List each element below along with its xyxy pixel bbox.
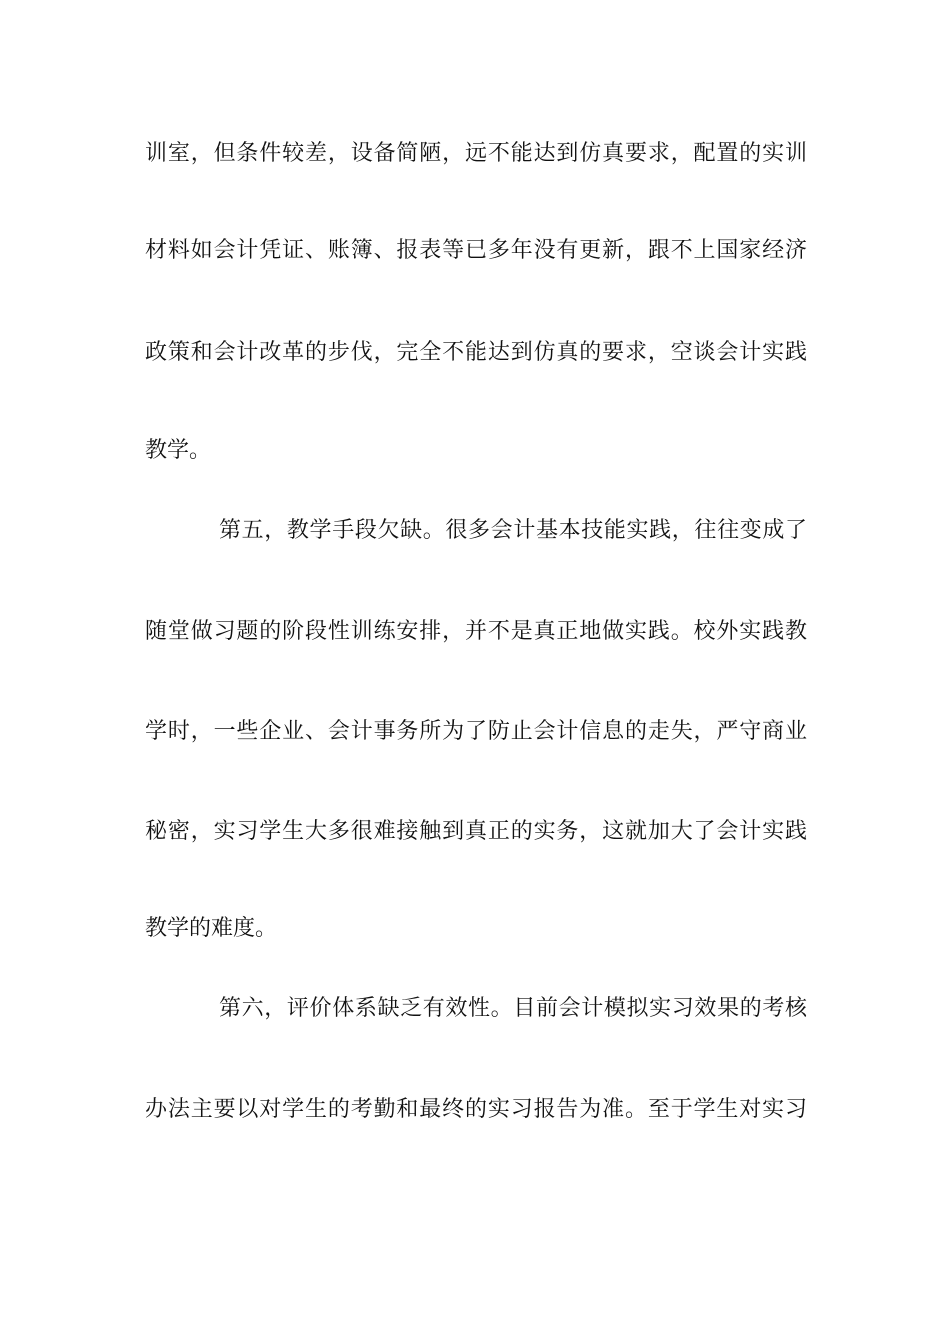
paragraph-line: 训室，但条件较差，设备简陋，远不能达到仿真要求，配置的实训 — [145, 141, 807, 166]
paragraph-line: 随堂做习题的阶段性训练安排，并不是真正地做实践。校外实践教 — [145, 619, 807, 644]
paragraph-line: 材料如会计凭证、账簿、报表等已多年没有更新，跟不上国家经济 — [145, 238, 807, 263]
paragraph-line: 第六，评价体系缺乏有效性。目前会计模拟实习效果的考核 — [219, 996, 807, 1021]
paragraph-line: 教学的难度。 — [145, 916, 278, 941]
paragraph-line: 秘密，实习学生大多很难接触到真正的实务，这就加大了会计实践 — [145, 819, 807, 844]
paragraph-line: 办法主要以对学生的考勤和最终的实习报告为准。至于学生对实习 — [145, 1097, 807, 1122]
paragraph-line: 政策和会计改革的步伐，完全不能达到仿真的要求，空谈会计实践 — [145, 340, 807, 365]
paragraph-line: 学时，一些企业、会计事务所为了防止会计信息的走失，严守商业 — [145, 719, 807, 744]
paragraph-line: 教学。 — [145, 438, 212, 463]
paragraph-line: 第五，教学手段欠缺。很多会计基本技能实践，往往变成了 — [219, 518, 807, 543]
